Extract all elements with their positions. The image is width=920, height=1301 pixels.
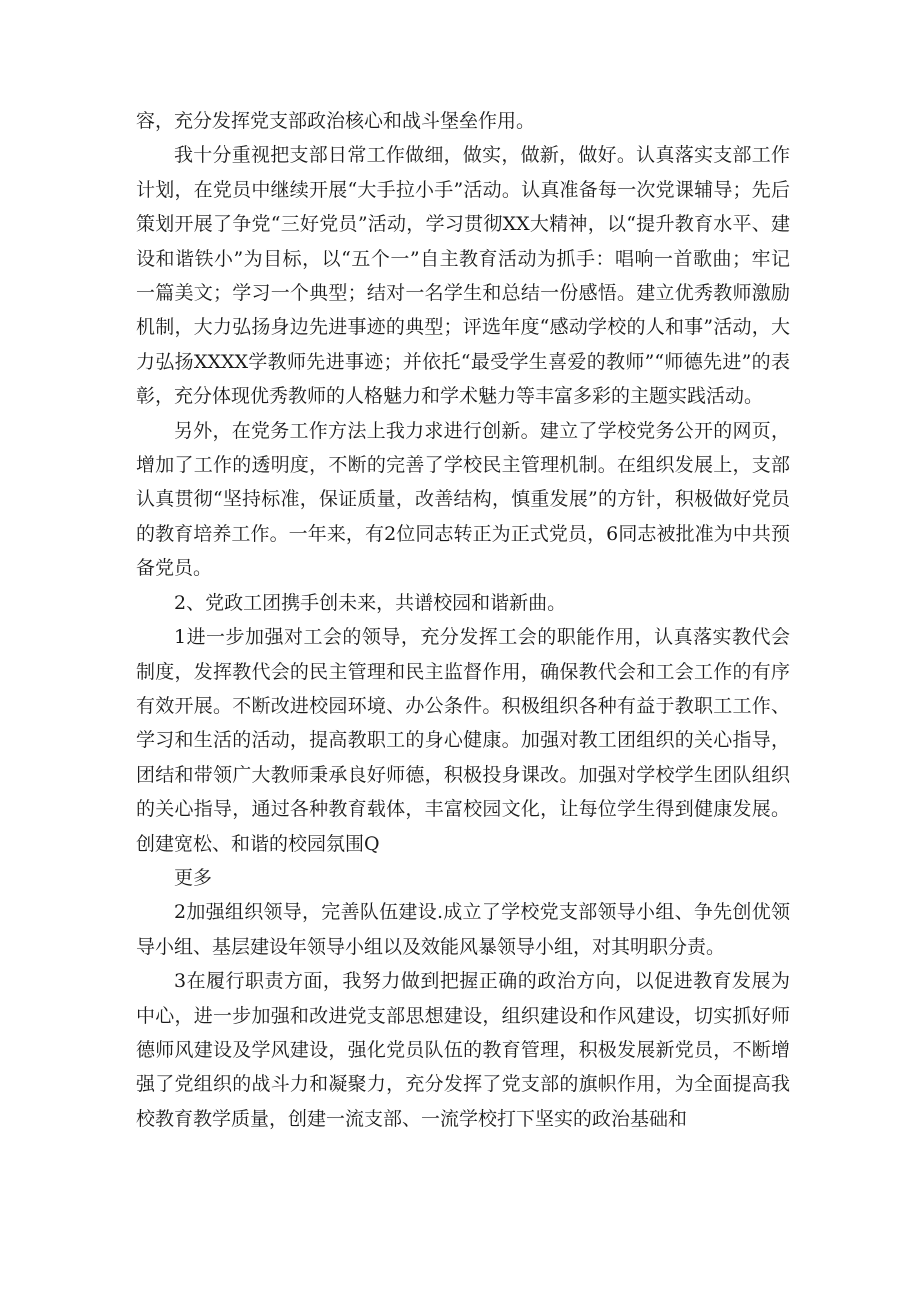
paragraph-duties: 3在履行职责方面，我努力做到把握正确的政治方向，以促进教育发展为中心，进一步加强和改进党支部思想建设，组织建设和作风建设，切实抓好师德师风建设及学风建设，强化党员队伍的教育管理，积极发展新党员，不断增强了党组织的战斗力和凝聚力，充分发挥了党支部的旗帜作用，为全面提高我校教育教学质量，创建一流支部、一流学校打下坚实的政治基础和 xyxy=(136,970,790,1130)
section-heading-2: 2、党政工团携手创未来，共谱校园和谐新曲。 xyxy=(174,591,567,614)
paragraph-branch-work: 我十分重视把支部日常工作做细，做实，做新，做好。认真落实支部工作计划，在党员中继续开展“大手拉小手”活动。认真准备每一次党课辅导；先后策划开展了争党“三好党员”活动，学习贯彻XX大精神，以“提升教育水平、建设和谐铁小”为目标，以“五个一”自主教育活动为抓手：唱响一首歌曲；牢记一篇美文；学习一个典型；结对一名学生和总结一份感悟。建立优秀教师激励机制，大力弘扬身边先进事迹的典型；评选年度“感动学校的人和事”活动，大力弘扬XXXX学教师先进事迹；并依托“最受学生喜爱的教师”“师德先进”的表彰，充分体现优秀教师的人格魅力和学术魅力等丰富多彩的主题实践活动。 xyxy=(136,144,790,408)
paragraph-union: 1进一步加强对工会的领导，充分发挥工会的职能作用，认真落实教代会制度，发挥教代会的民主管理和民主监督作用，确保教代会和工会工作的有序有效开展。不断改进校园环境、办公条件。积极组织各种有益于教职工工作、学习和生活的活动，提高教职工的身心健康。加强对教工团组织的关心指导，团结和带领广大教师秉承良好师德，积极投身课改。加强对学校学生团队组织的关心指导，通过各种教育载体，丰富校园文化，让每位学生得到健康发展。创建宽松、和谐的校园氛围Q xyxy=(136,626,790,855)
paragraph-organization: 2加强组织领导，完善队伍建设.成立了学校党支部领导小组、争先创优领导小组、基层建设年领导小组以及效能风暴领导小组，对其明职分责。 xyxy=(136,901,790,958)
document-body xyxy=(136,104,790,1136)
more-link[interactable]: 更多 xyxy=(174,866,213,889)
paragraph-continuation: 容，充分发挥党支部政治核心和战斗堡垒作用。 xyxy=(136,110,536,132)
paragraph-innovation: 另外，在党务工作方法上我力求进行创新。建立了学校党务公开的网页，增加了工作的透明度，不断的完善了学校民主管理机制。在组织发展上，支部认真贯彻“坚持标准，保证质量，改善结构，慎重发展”的方针，积极做好党员的教育培养工作。一年来，有2位同志转正为正式党员，6同志被批准为中共预备党员。 xyxy=(136,419,790,580)
